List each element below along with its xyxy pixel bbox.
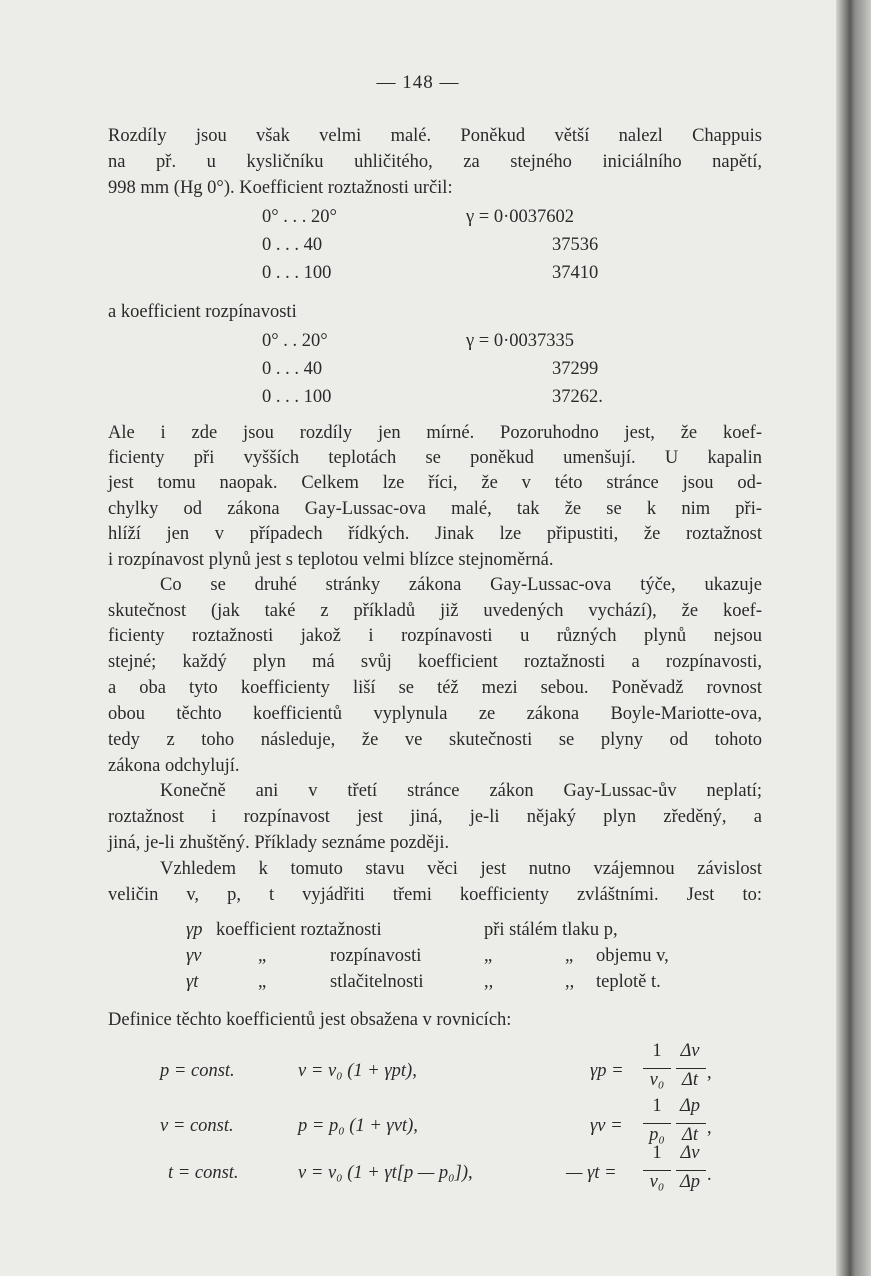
text-line: ficienty při vyšších teplotách se poněkud umenšují. U kapalin: [108, 448, 762, 468]
text-line: ficienty roztažnosti jakož i rozpínavosti u různých plynů nejsou: [108, 626, 762, 646]
text-line: a koefficient rozpínavosti: [108, 302, 297, 322]
fraction-numerator: 1: [652, 1041, 662, 1061]
text-line: skutečnost (jak také z příkladů již uvedených vychází), že koef-: [108, 601, 762, 621]
range-cell: 0 . . . 40: [262, 359, 323, 379]
equation-condition: p = const.: [160, 1061, 235, 1081]
value-cell: γ = 0·0037335: [466, 331, 575, 351]
fraction-bar: [676, 1170, 706, 1171]
range-cell: 0 . . . 100: [262, 263, 332, 283]
text-line: zákona odchylují.: [108, 756, 240, 776]
value-cell: 37410: [552, 263, 599, 283]
fraction-numerator: Δp: [679, 1096, 701, 1116]
fraction-numerator: Δv: [680, 1143, 700, 1163]
ditto-mark: „: [258, 946, 267, 966]
equation-lhs: — γt =: [566, 1163, 617, 1183]
range-cell: 0° . . . 20°: [262, 207, 337, 227]
text-line: i rozpínavost plynů jest s teplotou velmi blízce stejnoměrná.: [108, 550, 554, 570]
equation-lhs: γp =: [590, 1061, 624, 1081]
text-line: jest tomu naopak. Celkem lze říci, že v této stránce jsou od-: [108, 473, 762, 493]
text-line: Vzhledem k tomuto stavu věci jest nutno vzájemnou závislost: [160, 859, 762, 879]
text-line: veličin v, p, t vyjádřiti třemi koefficienty zvláštními. Jest to:: [108, 885, 762, 905]
fraction-denominator: p₀: [649, 1125, 665, 1145]
text-line: Definice těchto koefficientů jest obsažena v rovnicích:: [108, 1010, 512, 1030]
ditto-mark: ,,: [565, 972, 575, 992]
range-cell: 0° . . 20°: [262, 331, 328, 351]
text-line: tedy z toho následuje, že ve skutečnosti se plyny od tohoto: [108, 730, 762, 750]
ditto-mark: „: [484, 946, 493, 966]
fraction-numerator: 1: [652, 1143, 662, 1163]
fraction-numerator: Δv: [680, 1041, 700, 1061]
coefficient-name: stlačitelnosti: [330, 972, 424, 992]
fraction-denominator: Δp: [679, 1172, 701, 1192]
ditto-mark: „: [565, 946, 574, 966]
equation-body: v = v₀ (1 + γpt),: [298, 1061, 417, 1081]
value-cell: 37536: [552, 235, 599, 255]
punctuation: ,: [707, 1063, 712, 1083]
text-line: Konečně ani v třetí stránce zákon Gay-Lussac-ův neplatí;: [160, 781, 762, 801]
equation-lhs: γv =: [590, 1116, 623, 1136]
ditto-mark: „: [258, 972, 267, 992]
text-line: Ale i zde jsou rozdíly jen mírné. Pozoruhodno jest, že koef-: [108, 423, 762, 443]
fraction-denominator: Δt: [682, 1125, 698, 1145]
range-cell: 0 . . . 100: [262, 387, 332, 407]
text-line: chylky od zákona Gay-Lussac-ova malé, tak že se k nim při-: [108, 499, 762, 519]
text-line: Co se druhé stránky zákona Gay-Lussac-ova týče, ukazuje: [160, 575, 762, 595]
coefficient-name: koefficient roztažnosti: [216, 920, 382, 940]
fraction-bar: [643, 1068, 671, 1069]
coefficient-name: rozpínavosti: [330, 946, 422, 966]
value-cell: γ = 0·0037602: [466, 207, 575, 227]
page-number: — 148 —: [376, 72, 460, 93]
text-line: roztažnost i rozpínavost jest jiná, je-li nějaký plyn zředěný, a: [108, 807, 762, 827]
ditto-mark: ,,: [484, 972, 494, 992]
text-line: na př. u kysličníku uhličitého, za stejného iniciálního napětí,: [108, 152, 762, 172]
equation-condition: t = const.: [168, 1163, 239, 1183]
equation-body: p = p₀ (1 + γvt),: [298, 1116, 418, 1136]
fraction-denominator: Δt: [682, 1070, 698, 1090]
page-edge-shadow: [836, 0, 871, 1276]
coefficient-condition: objemu v,: [596, 946, 669, 966]
fraction-denominator: v₀: [649, 1070, 665, 1090]
text-line: obou těchto koefficientů vyplynula ze zákona Boyle-Mariotte-ova,: [108, 704, 762, 724]
punctuation: .: [707, 1165, 712, 1185]
text-line: hlíží jen v případech řídkých. Jinak lze připustiti, že roztažnost: [108, 524, 762, 544]
fraction-bar: [643, 1123, 671, 1124]
coefficient-condition: teplotě t.: [596, 972, 661, 992]
text-line: Rozdíly jsou však velmi malé. Poněkud větší nalezl Chappuis: [108, 126, 762, 146]
fraction-bar: [643, 1170, 671, 1171]
fraction-bar: [676, 1123, 706, 1124]
value-cell: 37299: [552, 359, 599, 379]
text-line: a oba tyto koefficienty liší se též mezi sebou. Poněvadž rovnost: [108, 678, 762, 698]
fraction-bar: [676, 1068, 706, 1069]
punctuation: ,: [707, 1118, 712, 1138]
equation-condition: v = const.: [160, 1116, 234, 1136]
coefficient-symbol: γt: [186, 972, 199, 992]
equation-body: v = v₀ (1 + γt[p — p₀]),: [298, 1163, 473, 1183]
fraction-numerator: 1: [652, 1096, 662, 1116]
value-cell: 37262.: [552, 387, 603, 407]
range-cell: 0 . . . 40: [262, 235, 323, 255]
coefficient-symbol: γv: [186, 946, 202, 966]
coefficient-condition: při stálém tlaku p,: [484, 920, 618, 940]
text-line: 998 mm (Hg 0°). Koefficient roztažnosti určil:: [108, 178, 453, 198]
fraction-denominator: v₀: [649, 1172, 665, 1192]
text-line: stejné; každý plyn má svůj koefficient roztažnosti a rozpínavosti,: [108, 652, 762, 672]
text-line: jiná, je-li zhuštěný. Příklady seznáme později.: [108, 833, 450, 853]
coefficient-symbol: γp: [186, 920, 203, 940]
